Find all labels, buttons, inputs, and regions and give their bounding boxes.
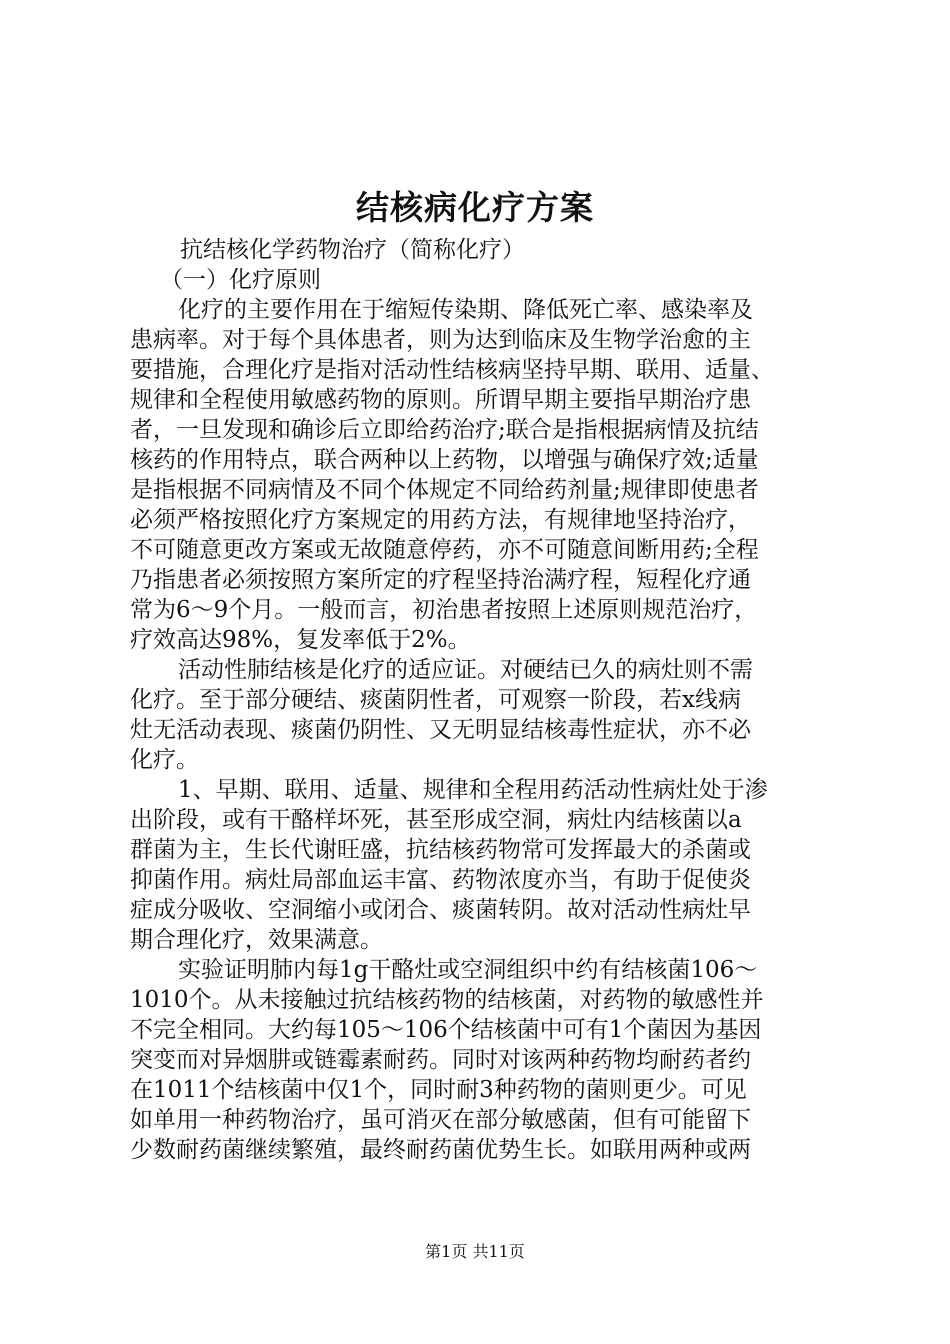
- paragraph-line: 出阶段，或有干酪样坏死，甚至形成空洞，病灶内结核菌以a: [130, 807, 742, 833]
- paragraph-line: 灶无活动表现、痰菌仍阴性、又无明显结核毒性症状，亦不必: [130, 717, 751, 743]
- paragraph-line: 化疗。至于部分硬结、痰菌阴性者，可观察一阶段，若x线病: [130, 687, 741, 713]
- paragraph-line: 活动性肺结核是化疗的适应证。对硬结已久的病灶则不需: [178, 657, 753, 683]
- paragraph-line: 症成分吸收、空洞缩小或闭合、痰菌转阴。故对活动性病灶早: [130, 897, 751, 923]
- paragraph-line: 者，一旦发现和确诊后立即给药治疗;联合是指根据病情及抗结: [130, 417, 759, 443]
- section-heading: 抗结核化学药物治疗（简称化疗）: [180, 237, 525, 263]
- paragraph-line: 突变而对异烟肼或链霉素耐药。同时对该两种药物均耐药者约: [130, 1047, 751, 1073]
- paragraph-line: 少数耐药菌继续繁殖，最终耐药菌优势生长。如联用两种或两: [130, 1137, 751, 1163]
- paragraph-line: 是指根据不同病情及不同个体规定不同给药剂量;规律即使患者: [130, 477, 759, 503]
- document-body: [130, 235, 828, 1165]
- paragraph-line: 抑菌作用。病灶局部血运丰富、药物浓度亦当，有助于促使炎: [130, 867, 751, 893]
- paragraph-line: 1010个。从未接触过抗结核药物的结核菌，对药物的敏感性并: [130, 987, 764, 1013]
- paragraph-line: 不可随意更改方案或无故随意停药，亦不可随意间断用药;全程: [130, 537, 759, 563]
- paragraph-line: 不完全相同。大约每105～106个结核菌中可有1个菌因为基因: [130, 1017, 762, 1043]
- paragraph-line: 要措施，合理化疗是指对活动性结核病坚持早期、联用、适量、: [130, 357, 774, 383]
- paragraph-line: 在1011个结核菌中仅1个，同时耐3种药物的菌则更少。可见: [130, 1077, 747, 1103]
- paragraph-line: 期合理化疗，效果满意。: [130, 927, 383, 953]
- subsection-heading: （一）化疗原则: [160, 267, 321, 293]
- paragraph-line: 规律和全程使用敏感药物的原则。所谓早期主要指早期治疗患: [130, 387, 751, 413]
- paragraph-line: 1、早期、联用、适量、规律和全程用药活动性病灶处于渗: [178, 777, 768, 803]
- paragraph-line: 常为6～9个月。一般而言，初治患者按照上述原则规范治疗，: [130, 597, 758, 623]
- paragraph-line: 乃指患者必须按照方案所定的疗程坚持治满疗程，短程化疗通: [130, 567, 751, 593]
- page-footer: 第1页 共11页: [425, 1242, 525, 1261]
- paragraph-line: 疗效高达98%，复发率低于2%。: [130, 627, 471, 653]
- paragraph-line: 化疗。: [130, 747, 199, 773]
- document-title: 结核病化疗方案: [356, 188, 594, 227]
- paragraph-line: 群菌为主，生长代谢旺盛，抗结核药物常可发挥最大的杀菌或: [130, 837, 751, 863]
- paragraph-line: 患病率。对于每个具体患者，则为达到临床及生物学治愈的主: [130, 327, 751, 353]
- paragraph-line: 核药的作用特点，联合两种以上药物，以增强与确保疗效;适量: [130, 447, 759, 473]
- paragraph-line: 实验证明肺内每1g干酪灶或空洞组织中约有结核菌106～: [178, 957, 758, 983]
- paragraph-line: 必须严格按照化疗方案规定的用药方法，有规律地坚持治疗，: [130, 507, 751, 533]
- paragraph-line: 化疗的主要作用在于缩短传染期、降低死亡率、感染率及: [178, 297, 753, 323]
- paragraph-line: 如单用一种药物治疗，虽可消灭在部分敏感菌，但有可能留下: [130, 1107, 751, 1133]
